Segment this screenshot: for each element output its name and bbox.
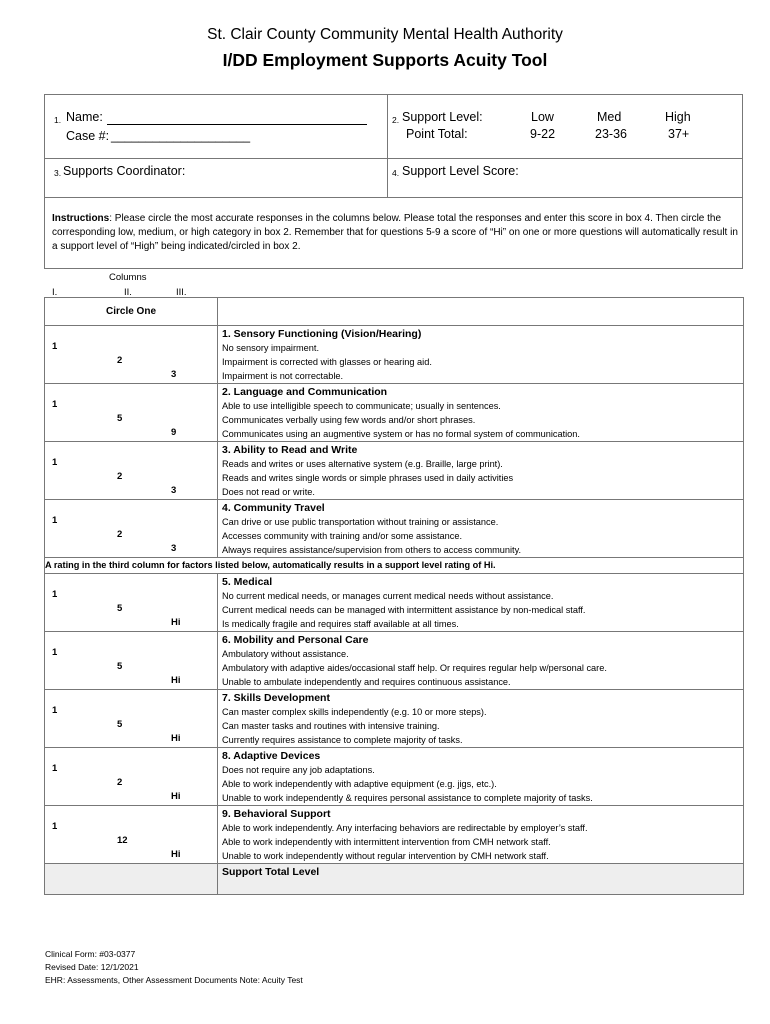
score-option-col-1[interactable]: 1 [52, 763, 58, 774]
hi-rating-notice: A rating in the third column for factors listed below, automatically results in a support level rating of Hi. [45, 558, 744, 574]
support-total-field[interactable] [218, 864, 744, 895]
question-title: 2. Language and Communication [222, 386, 388, 398]
score-option-col-2[interactable]: 2 [117, 471, 123, 482]
response-description: Can master tasks and routines with intensive training. [222, 721, 440, 731]
footer-form-number: Clinical Form: #03-0377 [45, 949, 136, 959]
total-empty-cell [45, 864, 218, 895]
score-option-col-1[interactable]: 1 [52, 821, 58, 832]
case-label: Case #: [66, 129, 110, 143]
question-description [218, 384, 744, 442]
response-description: Always requires assistance/supervision from others to access community. [222, 545, 522, 555]
question-description [218, 748, 744, 806]
response-description: Able to work independently with intermittent intervention from CMH network staff. [222, 837, 551, 847]
score-option-col-1[interactable]: 1 [52, 399, 58, 410]
question-title: 9. Behavioral Support [222, 808, 331, 820]
footer-ehr-note: EHR: Assessments, Other Assessment Documents Note: Acuity Test [45, 975, 303, 985]
circle-one-label: Circle One [45, 298, 218, 326]
score-option-col-2[interactable]: 2 [117, 529, 123, 540]
question-description [218, 632, 744, 690]
score-option-col-1[interactable]: 1 [52, 457, 58, 468]
level-high[interactable]: High [665, 110, 691, 124]
box-supports-coordinator [44, 158, 388, 198]
question-title: 7. Skills Development [222, 692, 330, 704]
score-option-col-2[interactable]: 5 [117, 719, 123, 730]
score-option-col-2[interactable]: 5 [117, 661, 123, 672]
response-description: No current medical needs, or manages current medical needs without assistance. [222, 591, 554, 601]
box4-number: 4. [392, 168, 400, 178]
support-level-label: Support Level: [402, 110, 483, 124]
response-description: Impairment is corrected with glasses or hearing aid. [222, 357, 432, 367]
question-title: 4. Community Travel [222, 502, 325, 514]
score-option-col-1[interactable]: 1 [52, 589, 58, 600]
instructions-text [52, 212, 742, 254]
range-high: 37+ [668, 127, 690, 141]
score-option-col-1[interactable]: 1 [52, 705, 58, 716]
score-option-col-3[interactable]: Hi [171, 849, 181, 860]
acuity-table [44, 297, 744, 895]
question-description [218, 574, 744, 632]
organization-name: St. Clair County Community Mental Health Authority [207, 26, 563, 43]
response-description: Is medically fragile and requires staff available at all times. [222, 619, 459, 629]
question-description [218, 806, 744, 864]
question-title: 1. Sensory Functioning (Vision/Hearing) [222, 328, 422, 340]
score-option-col-3[interactable]: Hi [171, 733, 181, 744]
box3-number: 3. [54, 168, 62, 178]
rating-options [45, 574, 218, 632]
score-option-col-3[interactable]: Hi [171, 791, 181, 802]
score-option-col-2[interactable]: 2 [117, 355, 123, 366]
question-description [218, 690, 744, 748]
response-description: Current medical needs can be managed with intermittent assistance by non-medical staff. [222, 605, 586, 615]
point-total-label: Point Total: [406, 127, 468, 141]
rating-options [45, 632, 218, 690]
instructions-heading: Instructions [52, 213, 110, 224]
score-option-col-2[interactable]: 12 [117, 835, 128, 846]
response-description: Accesses community with training and/or some assistance. [222, 531, 462, 541]
rating-options [45, 442, 218, 500]
question-row [45, 690, 744, 748]
level-low[interactable]: Low [531, 110, 554, 124]
response-description: Able to use intelligible speech to communicate; usually in sentences. [222, 401, 501, 411]
response-description: Can master complex skills independently (e.g. 10 or more steps). [222, 707, 487, 717]
form-title: I/DD Employment Supports Acuity Tool [222, 50, 548, 70]
score-option-col-1[interactable]: 1 [52, 515, 58, 526]
box1-number: 1. [54, 115, 62, 125]
score-option-col-3[interactable]: Hi [171, 617, 181, 628]
score-option-col-2[interactable]: 2 [117, 777, 123, 788]
question-title: 8. Adaptive Devices [222, 750, 321, 762]
supports-coordinator-label: Supports Coordinator: [63, 164, 186, 178]
question-title: 5. Medical [222, 576, 273, 588]
name-label: Name: [66, 110, 103, 124]
name-field[interactable] [107, 110, 367, 125]
question-row [45, 748, 744, 806]
rating-options [45, 500, 218, 558]
score-option-col-3[interactable]: 9 [171, 427, 177, 438]
response-description: Able to work independently with adaptive equipment (e.g. jigs, etc.). [222, 779, 497, 789]
instructions-body: : Please circle the most accurate responses in the columns below. Please total the responses and enter this score in box 4. Then circle the corresponding low, medium, or high category in box 2. Remember that for questions 5-9 a score of “Hi” on one or more questions will automatically result in a support level of “High” being indicated/circled in box 2. [52, 213, 738, 252]
response-description: Unable to ambulate independently and requires continuous assistance. [222, 677, 511, 687]
box-support-level-score [387, 158, 743, 198]
question-row [45, 500, 744, 558]
response-description: Can drive or use public transportation without training or assistance. [222, 517, 499, 527]
support-total-label: Support Total Level [222, 866, 320, 878]
response-description: Currently requires assistance to complete majority of tasks. [222, 735, 463, 745]
score-option-col-3[interactable]: 3 [171, 369, 177, 380]
case-field[interactable]: ____________________ [111, 129, 251, 143]
column-iii-label: III. [176, 287, 187, 298]
box-name-case [44, 94, 388, 159]
response-description: No sensory impairment. [222, 343, 320, 353]
level-med[interactable]: Med [597, 110, 622, 124]
question-row [45, 632, 744, 690]
response-description: Communicates verbally using few words and/or short phrases. [222, 415, 476, 425]
question-row [45, 574, 744, 632]
response-description: Does not read or write. [222, 487, 315, 497]
question-title: 6. Mobility and Personal Care [222, 634, 369, 646]
response-description: Does not require any job adaptations. [222, 765, 375, 775]
footer-revised-date: Revised Date: 12/1/2021 [45, 962, 139, 972]
support-level-score-label: Support Level Score: [402, 164, 519, 178]
range-med: 23-36 [595, 127, 627, 141]
column-ii-label: II. [124, 287, 132, 298]
question-title: 3. Ability to Read and Write [222, 444, 358, 456]
question-row [45, 806, 744, 864]
score-option-col-2[interactable]: 5 [117, 413, 123, 424]
score-option-col-3[interactable]: 3 [171, 485, 177, 496]
question-row [45, 384, 744, 442]
question-row [45, 326, 744, 384]
score-option-col-1[interactable]: 1 [52, 647, 58, 658]
question-description [218, 326, 744, 384]
response-description: Unable to work independently & requires personal assistance to complete majority of tasks. [222, 793, 593, 803]
response-description: Reads and writes single words or simple phrases used in daily activities [222, 473, 514, 483]
response-description: Able to work independently. Any interfacing behaviors are redirectable by employer’s staff. [222, 823, 588, 833]
response-description: Reads and writes or uses alternative system (e.g. Braille, large print). [222, 459, 503, 469]
rating-options [45, 806, 218, 864]
score-option-col-3[interactable]: 3 [171, 543, 177, 554]
response-description: Ambulatory without assistance. [222, 649, 349, 659]
score-option-col-1[interactable]: 1 [52, 341, 58, 352]
response-description: Impairment is not correctable. [222, 371, 344, 381]
score-option-col-3[interactable]: Hi [171, 675, 181, 686]
rating-options [45, 690, 218, 748]
rating-options [45, 748, 218, 806]
question-description [218, 500, 744, 558]
range-low: 9-22 [530, 127, 556, 141]
rating-options [45, 326, 218, 384]
response-description: Unable to work independently without regular intervention by CMH network staff. [222, 851, 549, 861]
score-option-col-2[interactable]: 5 [117, 603, 123, 614]
box-support-level [387, 94, 743, 159]
question-row [45, 442, 744, 500]
columns-label: Columns [109, 272, 147, 283]
response-description: Ambulatory with adaptive aides/occasional staff help. Or requires regular help w/personal care. [222, 663, 607, 673]
response-description: Communicates using an augmentive system or has no formal system of communication. [222, 429, 580, 439]
rating-options [45, 384, 218, 442]
column-i-label: I. [52, 287, 58, 298]
question-description [218, 442, 744, 500]
box2-number: 2. [392, 115, 400, 125]
